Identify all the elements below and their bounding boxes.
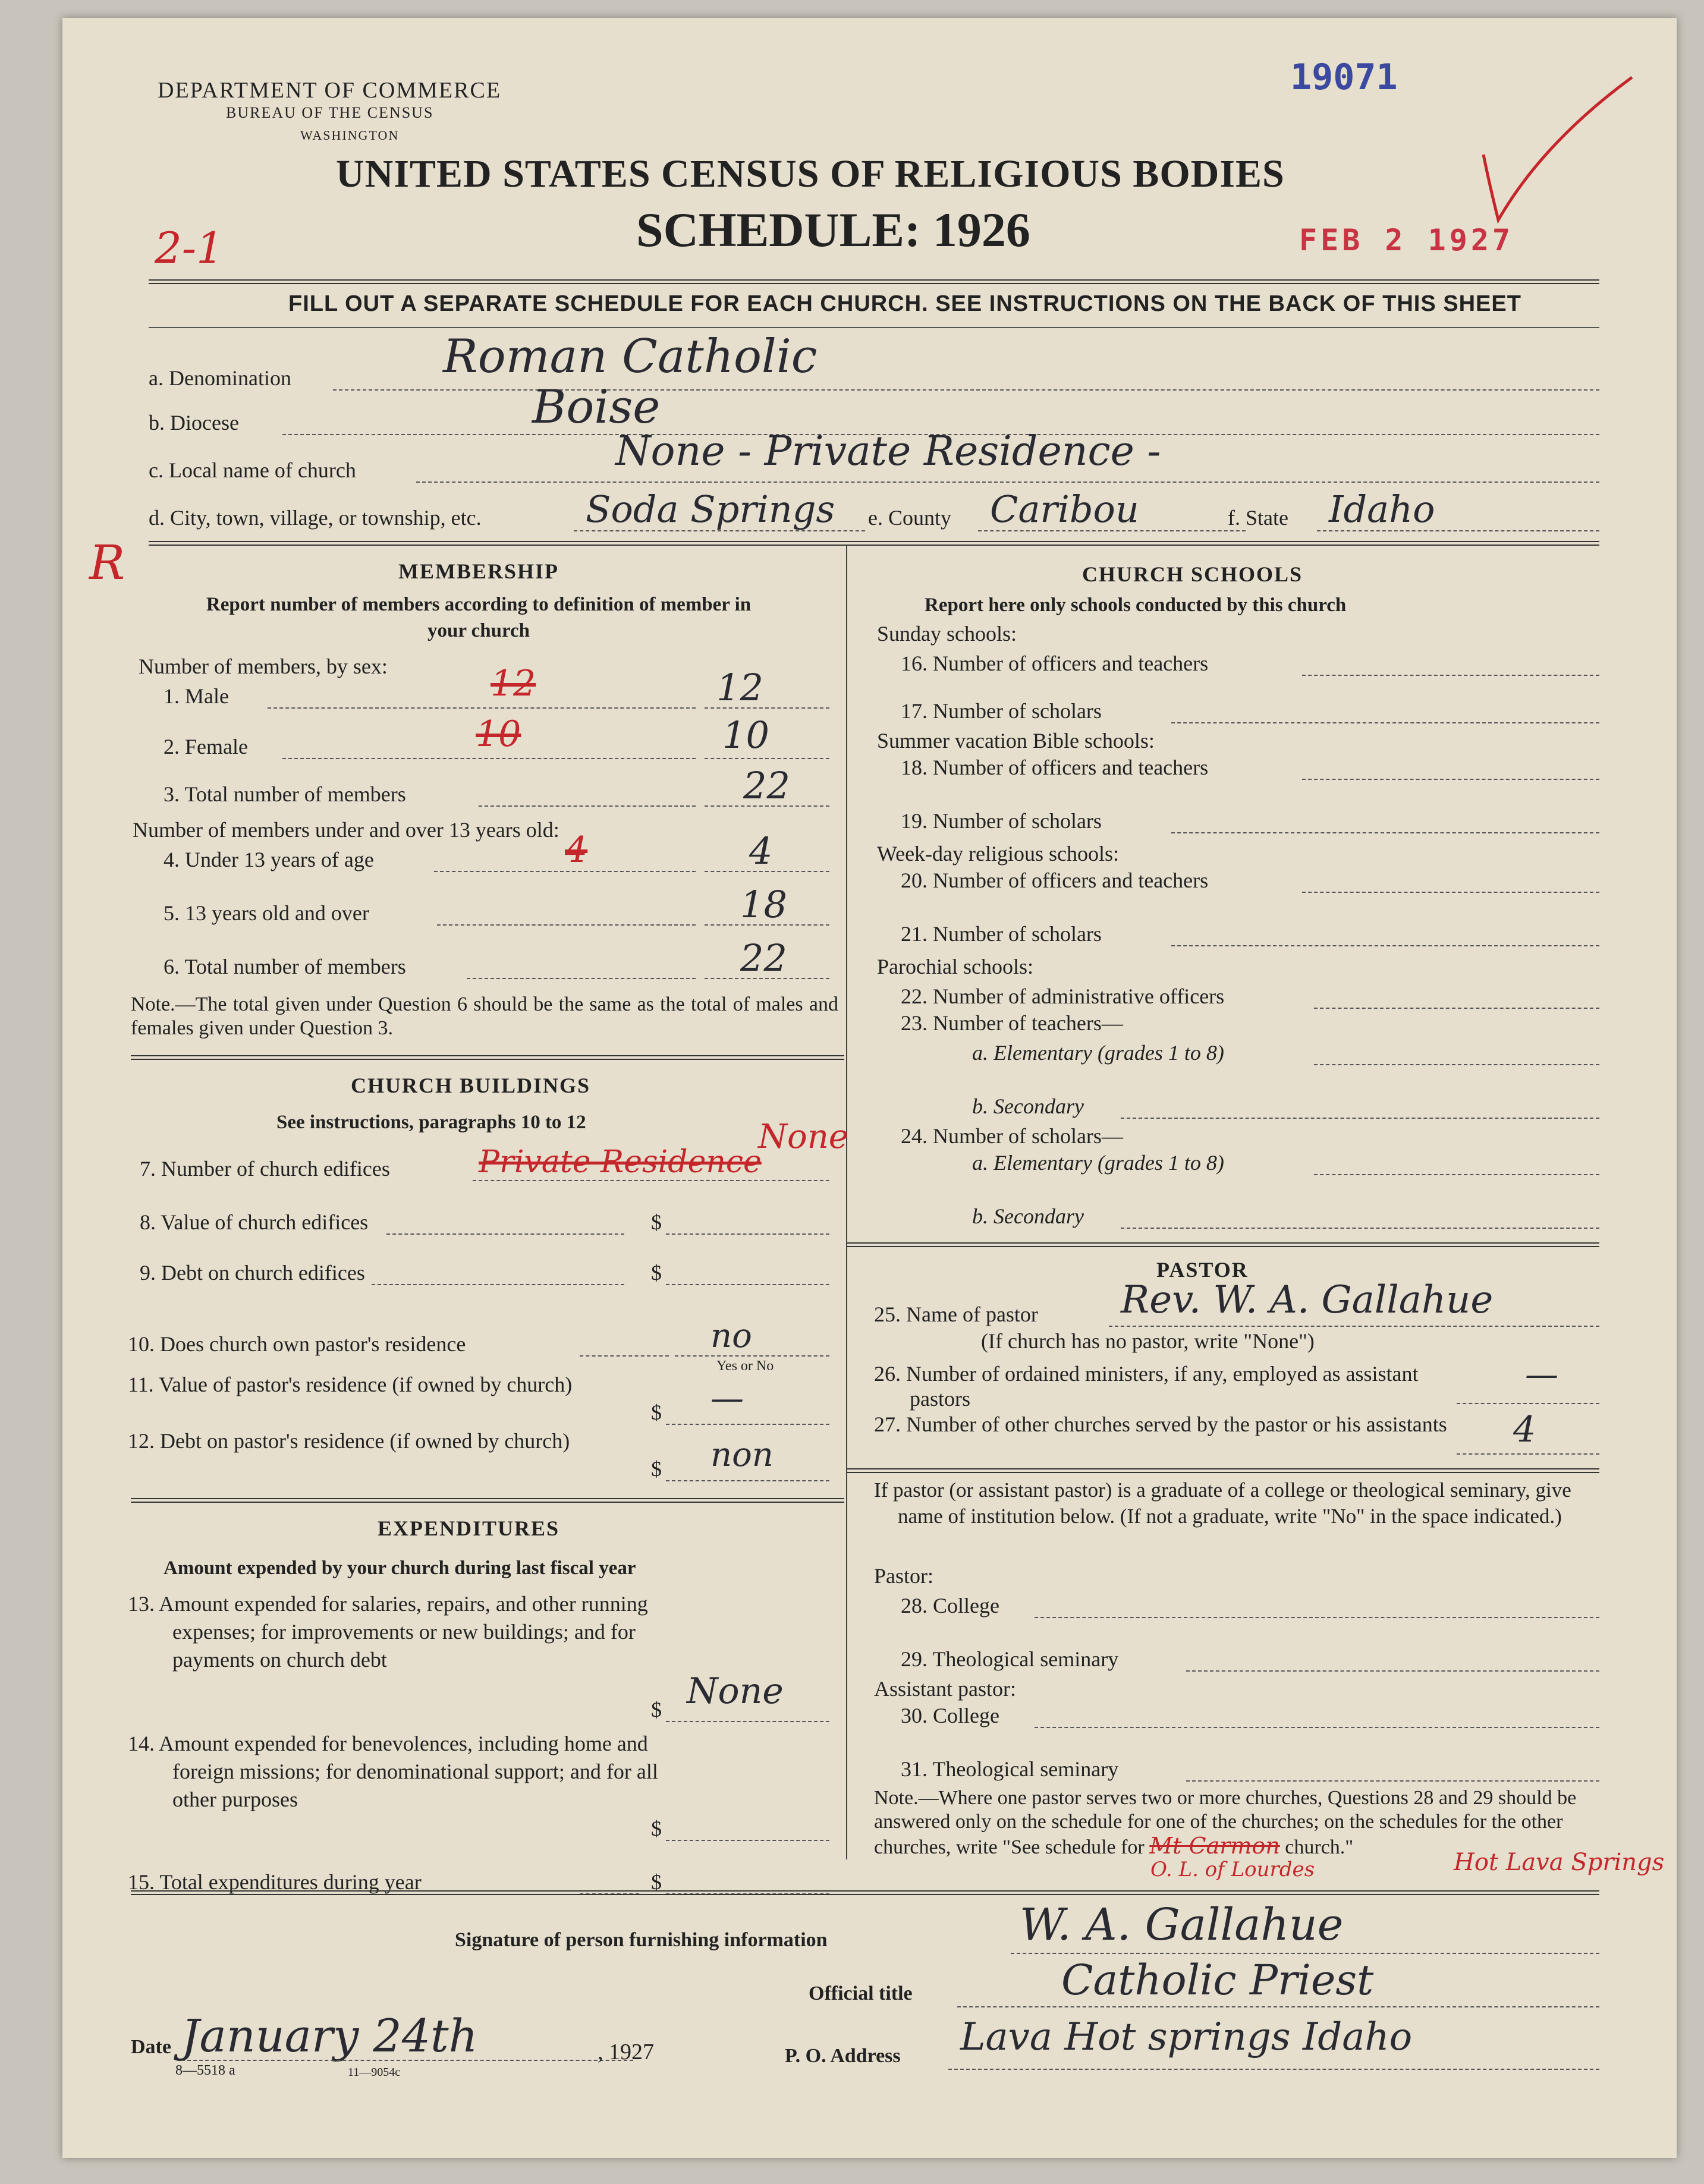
q12-label: 12. Debt on pastor's residence (if owned by church) (128, 1429, 570, 1453)
q20-line (1302, 892, 1599, 893)
instruction-line: FILL OUT A SEPARATE SCHEDULE FOR EACH CHURCH. SEE INSTRUCTIONS ON THE BACK OF THIS SHEET (288, 291, 1521, 316)
q3-answer-line (705, 805, 829, 807)
q5-value: 18 (740, 883, 787, 926)
margin-mark: 2-1 (155, 223, 224, 273)
county-label: e. County (868, 506, 951, 530)
q24a-label: a. Elementary (grades 1 to 8) (972, 1151, 1224, 1175)
q8-label: 8. Value of church edifices (140, 1210, 369, 1234)
q9-label: 9. Debt on church edifices (140, 1261, 365, 1285)
q15-dollar: $ (651, 1870, 662, 1894)
schools-rule (847, 1242, 1599, 1247)
buildings-intro: See instructions, paragraphs 10 to 12 (276, 1112, 586, 1133)
local-name-value: None - Private Residence - (615, 428, 1161, 475)
expenditures-heading: EXPENDITURES (378, 1516, 560, 1540)
header-rule (149, 279, 1599, 284)
q12-value: non (710, 1436, 774, 1474)
county-value: Caribou (990, 487, 1139, 531)
form-number: 8—5518 a (175, 2063, 235, 2078)
q9-dollar: $ (651, 1261, 662, 1285)
date-label: Date (131, 2036, 171, 2058)
q8-dollar: $ (651, 1210, 662, 1234)
official-title-line (957, 2006, 1599, 2007)
q4-value: 4 (749, 829, 773, 873)
denomination-line (333, 389, 1599, 391)
date-line (181, 2060, 633, 2061)
q24b-label: b. Secondary (972, 1204, 1084, 1228)
q5-answer-line (705, 924, 829, 926)
sunday-label: Sunday schools: (877, 622, 1017, 646)
diocese-label: b. Diocese (149, 411, 239, 435)
q30-line (1035, 1727, 1599, 1728)
pastor-note-insert: O. L. of Lourdes (1150, 1858, 1315, 1881)
signature-label: Signature of person furnishing information (455, 1929, 828, 1951)
buildings-heading: CHURCH BUILDINGS (351, 1074, 591, 1097)
age-intro: Number of members under and over 13 years old: (133, 818, 559, 842)
q10-line (580, 1355, 669, 1357)
q25-hint: (If church has no pastor, write "None") (981, 1329, 1315, 1353)
city-label: d. City, town, village, or township, etc. (149, 506, 482, 530)
pastor-rule (847, 1468, 1599, 1473)
city-line: WASHINGTON (300, 128, 400, 143)
q7-struck-value: Private Residence (479, 1144, 762, 1180)
city-value: Soda Springs (586, 487, 835, 531)
q1-struck-value: 12 (491, 663, 536, 704)
q27-label: 27. Number of other churches served by the pastor or his assistants (874, 1412, 1447, 1436)
q31-label: 31. Theological seminary (901, 1757, 1119, 1781)
q5-line (437, 924, 696, 926)
q2-struck-value: 10 (476, 713, 521, 755)
q17-label: 17. Number of scholars (901, 699, 1102, 723)
parochial-label: Parochial schools: (877, 955, 1033, 978)
department-line: DEPARTMENT OF COMMERCE (158, 78, 502, 103)
q20-label: 20. Number of officers and teachers (901, 868, 1209, 892)
margin-r-mark: R (89, 535, 125, 590)
q3-value: 22 (743, 764, 790, 807)
q21-label: 21. Number of scholars (901, 922, 1102, 946)
column-divider (846, 546, 847, 1859)
pastor-note-text: Note.—Where one pastor serves two or more churches, Questions 28 and 29 should be answered only on the schedule for one of the churches; on the schedules for the other churches, write "See schedule for (874, 1787, 1577, 1858)
received-date-stamp: FEB 2 1927 (1299, 223, 1514, 257)
q23a-line (1314, 1064, 1599, 1065)
diocese-value: Boise (532, 380, 661, 434)
q24a-line (1314, 1174, 1599, 1175)
q16-label: 16. Number of officers and teachers (901, 652, 1209, 675)
q1-label: 1. Male (164, 684, 229, 708)
q8-answer-line (666, 1233, 829, 1235)
q1-line (268, 707, 696, 709)
q2-label: 2. Female (164, 735, 248, 759)
assistant-sub-label: Assistant pastor: (874, 1677, 1016, 1701)
q29-line (1186, 1670, 1599, 1672)
q23b-label: b. Secondary (972, 1094, 1084, 1118)
q2-line (282, 758, 696, 759)
q25-line (1109, 1326, 1599, 1327)
q17-line (1171, 722, 1599, 723)
q26-value: — (1525, 1355, 1558, 1394)
q2-answer-line (705, 758, 829, 759)
local-name-line (416, 482, 1599, 483)
q4-struck-value: 4 (565, 829, 588, 871)
summer-label: Summer vacation Bible schools: (877, 729, 1155, 753)
q13-label: 13. Amount expended for salaries, repairs, and other running expenses; for improvements or new buildings; and for payments on church debt (128, 1592, 648, 1672)
q4-line (434, 871, 696, 872)
q31-line (1186, 1780, 1599, 1782)
q12-answer-line (666, 1480, 829, 1481)
q11-label: 11. Value of pastor's residence (if owned by church) (128, 1373, 573, 1396)
q23b-line (1121, 1118, 1599, 1119)
q4-label: 4. Under 13 years of age (164, 848, 374, 871)
po-address-line (948, 2069, 1599, 2070)
q21-line (1171, 945, 1599, 946)
q6-answer-line (705, 978, 829, 979)
po-address-value: Lava Hot springs Idaho (960, 2015, 1413, 2059)
q11-dollar: $ (651, 1401, 662, 1424)
q18-label: 18. Number of officers and teachers (901, 756, 1209, 779)
denomination-label: a. Denomination (149, 366, 291, 390)
weekday-label: Week-day religious schools: (877, 842, 1120, 866)
q5-label: 5. 13 years old and over (164, 901, 369, 925)
date-value: January 24th (181, 2009, 478, 2062)
signature-line (1011, 1953, 1599, 1954)
q10-label: 10. Does church own pastor's residence (128, 1332, 466, 1356)
q9-line (372, 1284, 624, 1285)
membership-intro: Report number of members according to definition of member in your church (206, 594, 752, 641)
q14-answer-line (666, 1840, 829, 1841)
pastor-sub-label: Pastor: (874, 1564, 934, 1588)
q26-answer-line (1457, 1403, 1599, 1404)
membership-note: Note.—The total given under Question 6 should be the same as the total of males and females given under Question 3. (131, 993, 838, 1039)
expenditures-intro: Amount expended by your church during last fiscal year (164, 1557, 636, 1579)
membership-rule (131, 1055, 844, 1060)
q25-label: 25. Name of pastor (874, 1302, 1038, 1326)
state-label: f. State (1228, 506, 1288, 530)
q28-label: 28. College (901, 1594, 999, 1617)
q27-answer-line (1457, 1453, 1599, 1455)
footer-rule (131, 1890, 1599, 1895)
q22-label: 22. Number of administrative officers (901, 984, 1225, 1008)
serial-number: 19071 (1290, 56, 1398, 98)
pastor-note-end: church." (1285, 1836, 1354, 1858)
pastor-heading: PASTOR (1156, 1258, 1249, 1282)
bureau-line: BUREAU OF THE CENSUS (226, 104, 434, 121)
q11-value: — (710, 1379, 744, 1418)
q23-label: 23. Number of teachers— (901, 1011, 1123, 1035)
date-year: , 1927 (598, 2040, 654, 2065)
q13-value: None (687, 1670, 784, 1712)
instruction-rule (149, 327, 1599, 328)
check-mark-icon (1472, 65, 1650, 244)
print-number: 11—9054c (348, 2066, 401, 2079)
q23a-label: a. Elementary (grades 1 to 8) (972, 1041, 1224, 1065)
graduate-note: If pastor (or assistant pastor) is a graduate of a college or theological seminary, give name of institution below. (If not a graduate, write "No" in the space indicated.) (874, 1478, 1571, 1528)
q30-label: 30. College (901, 1704, 999, 1727)
q24b-line (1121, 1228, 1599, 1229)
by-sex-label: Number of members, by sex: (139, 654, 388, 678)
q3-line (479, 805, 696, 807)
q18-line (1302, 779, 1599, 780)
q19-line (1171, 832, 1599, 833)
q10-value: no (710, 1317, 752, 1355)
q14-dollar: $ (651, 1817, 662, 1840)
po-address-label: P. O. Address (785, 2045, 901, 2067)
q4-answer-line (705, 871, 829, 872)
membership-heading: MEMBERSHIP (398, 559, 559, 583)
state-value: Idaho (1329, 487, 1435, 531)
q6-value: 22 (740, 936, 787, 980)
q16-line (1302, 675, 1599, 676)
q13-dollar: $ (651, 1698, 662, 1722)
official-title-value: Catholic Priest (1061, 1956, 1374, 2004)
schools-heading: CHURCH SCHOOLS (1082, 562, 1303, 586)
q28-line (1035, 1617, 1599, 1618)
q13-answer-line (666, 1721, 829, 1722)
q8-line (386, 1233, 624, 1235)
q9-answer-line (666, 1284, 829, 1285)
q10-answer-line (675, 1355, 829, 1357)
denomination-value: Roman Catholic (443, 330, 818, 383)
q25-value: Rev. W. A. Gallahue (1121, 1278, 1494, 1322)
q2-value: 10 (722, 713, 769, 757)
q6-label: 6. Total number of members (164, 955, 406, 978)
q1-value: 12 (716, 666, 763, 709)
q26-label: 26. Number of ordained ministers, if any, employed as assistant pastors (874, 1362, 1419, 1411)
buildings-rule (131, 1498, 844, 1503)
q14-label: 14. Amount expended for benevolences, including home and foreign missions; for denominational support; and for all other purposes (128, 1732, 658, 1811)
q6-line (467, 978, 696, 979)
q7-label: 7. Number of church edifices (140, 1157, 390, 1181)
local-name-label: c. Local name of church (149, 458, 356, 482)
signature-value: W. A. Gallahue (1020, 1899, 1344, 1950)
census-schedule-sheet (62, 18, 1677, 2158)
q3-label: 3. Total number of members (164, 782, 406, 806)
q12-dollar: $ (651, 1457, 662, 1481)
yes-or-no-hint: Yes or No (716, 1358, 774, 1374)
identity-rule (149, 541, 1599, 546)
q22-line (1314, 1008, 1599, 1009)
pastor-note-margin: Hot Lava Springs (1454, 1849, 1665, 1876)
q27-value: 4 (1513, 1409, 1536, 1450)
q7-value: None (758, 1118, 848, 1156)
q29-label: 29. Theological seminary (901, 1647, 1119, 1671)
q19-label: 19. Number of scholars (901, 809, 1102, 833)
schools-intro: Report here only schools conducted by this church (925, 594, 1347, 616)
form-title: UNITED STATES CENSUS OF RELIGIOUS BODIES (336, 152, 1285, 196)
official-title-label: Official title (809, 1982, 913, 2004)
q15-label: 15. Total expenditures during year (128, 1870, 422, 1894)
q11-answer-line (666, 1424, 829, 1425)
schedule-year: SCHEDULE: 1926 (636, 203, 1030, 257)
pastor-note-struck: Mt Carmon (1149, 1833, 1280, 1859)
q24-label: 24. Number of scholars— (901, 1124, 1123, 1148)
q1-answer-line (705, 707, 829, 709)
q7-line (473, 1180, 829, 1181)
